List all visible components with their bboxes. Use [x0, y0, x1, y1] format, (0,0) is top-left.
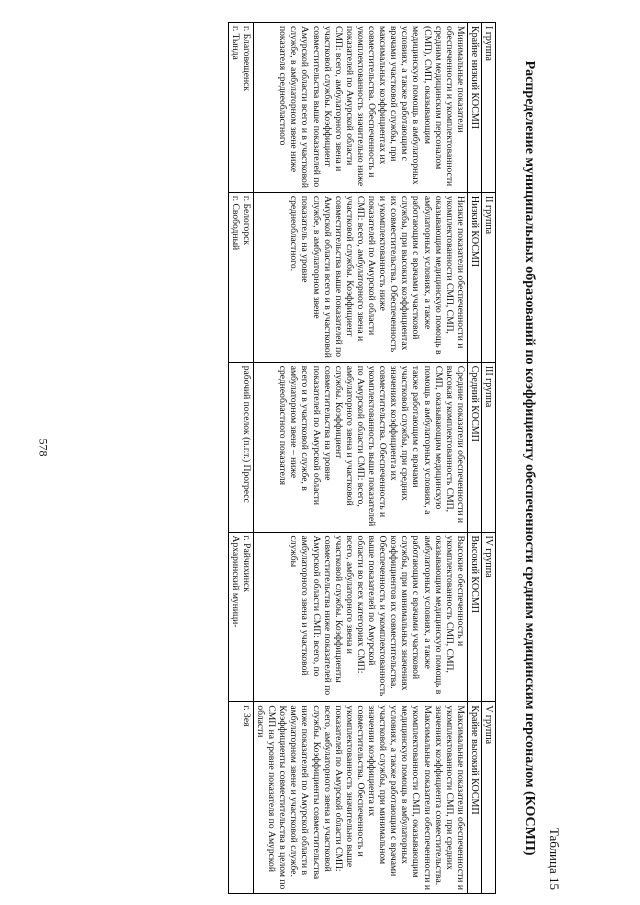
distribution-table-wrapper: [228, 22, 496, 894]
level-header-row: [467, 23, 481, 894]
level-header: Крайне высокий КОСМП: [467, 702, 481, 894]
rotated-page-content: [42, 18, 562, 898]
table-label: Таблица 15: [547, 827, 562, 890]
municipality-cell: [228, 192, 253, 362]
group-header: I группа: [481, 23, 495, 193]
level-header: Крайне низкий КОСМП: [467, 23, 481, 193]
distribution-table: [228, 22, 496, 894]
municipality-row: [228, 23, 253, 894]
description-cell: Максимальные показатели обеспеченности и укомплектованности СМП, при средних значениях коэффициента совместительства. Максимальные показатели обеспеченности и укомплектованности СМП, оказывающим медицинскую помощь в амбулаторных условиях, а также работающим с врачами участковой службы, при минимальном значении коэффициента их совместительства. Обеспеченность и укомплектованность значительно выше показателей по Амурской области СМП: всего, амбулаторного звена и участковой службы. Коэффициенты совместительства ниже показателей по Амурской области в амбулаторном звене и участковой службе. Коэффициенты совместительства в целом по СМП на уровне показателя по Амурской области: [254, 702, 468, 894]
municipality-name: г. Белогорск: [241, 195, 253, 246]
document-title: Распределение муниципальных образований по коэффициенту обеспеченности средним медицинским персоналом (КОСМП): [522, 60, 537, 856]
description-cell: Минимальные показатели обеспеченности и укомплектованности средним медицинским персоналом (СМП), СМП, оказывающим медицинскую помощь в амбулаторных условиях, а также работающим с врачами участковой службы, при максимальных коэффициентах их совместительства. Обеспеченность и укомплектованность значительно ниже показателей по Амурской области СМП: всего, амбулаторного звена и участковой службы. Коэффициент совместительства выше показателей по Амурской области всего и в участковой службе, в амбулаторном звене ниже показателя среднеобластного: [254, 23, 468, 193]
page-number: 578: [36, 438, 51, 457]
description-cell: Низкие показатели обеспеченности и укомплектованности СМП, СМП, оказывающим медицинскую помощь в амбулаторных условиях, а также работающим с врачами участковой службы, при высоких коэффициентах их совместительства. Обеспеченность и укомплектованность ниже показателей по Амурской области СМП: всего, амбулаторного звена и участковой службы. Коэффициент совместительства выше показателей по Амурской области всего и в участковой службе, в амбулаторном звене показатель на уровне среднеобластного.: [254, 192, 468, 362]
group-header-row: [481, 23, 495, 894]
group-header: IV группа: [481, 532, 495, 702]
description-row: [254, 23, 468, 894]
description-cell: Высокие обеспеченность и укомплектованность СМП, СМП, оказывающим медицинскую помощь в амбулаторных условиях, а также работающим с врачами участковой службы, при минимальных значениях коэффициентов их совместительства. Обеспеченность и укомплектованность выше показателей по Амурской области во всех категориях СМП: всего, амбулаторного звена и участковой службы. Коэффициенты совместительства ниже показателей по Амурской области СМП: всего, по амбулаторного звена и участковой службы: [254, 532, 468, 702]
municipality-name: г. Благовещенск: [241, 26, 253, 92]
level-header: Низкий КОСМП: [467, 192, 481, 362]
group-header: V группа: [481, 702, 495, 894]
level-header: Высокий КОСМП: [467, 532, 481, 702]
level-header: Средний КОСМП: [467, 362, 481, 532]
municipality-name: Архаринский муници-: [229, 535, 241, 628]
municipality-name: г. Райчихинск: [241, 535, 253, 592]
group-header: II группа: [481, 192, 495, 362]
municipality-cell: [228, 532, 253, 702]
municipality-name: г. Зея: [241, 705, 253, 727]
municipality-name: рабочий поселок (п.г.т.) Прогресс: [241, 365, 253, 503]
municipality-cell: [228, 23, 253, 193]
group-header: III группа: [481, 362, 495, 532]
municipality-name: г. Свободный: [229, 195, 241, 251]
municipality-cell: [228, 362, 253, 532]
municipality-name: г. Тында: [229, 26, 241, 60]
municipality-cell: [228, 702, 253, 894]
description-cell: Средние показатели обеспеченности и высокая укомплектованность СМП, СМП, оказывающим медицинскую помощь в амбулаторных условиях, а также работающим с врачами участковой службы, при средних значениях коэффициента их совместительства. Обеспеченность и укомплектованность выше показателей по Амурской области СМП: всего, амбулаторного звена и участковой службы. Коэффициент совместительства на уровне показателей по Амурской области всего и в участковой службе, в амбулаторном звене – ниже среднеобластного показателя: [254, 362, 468, 532]
